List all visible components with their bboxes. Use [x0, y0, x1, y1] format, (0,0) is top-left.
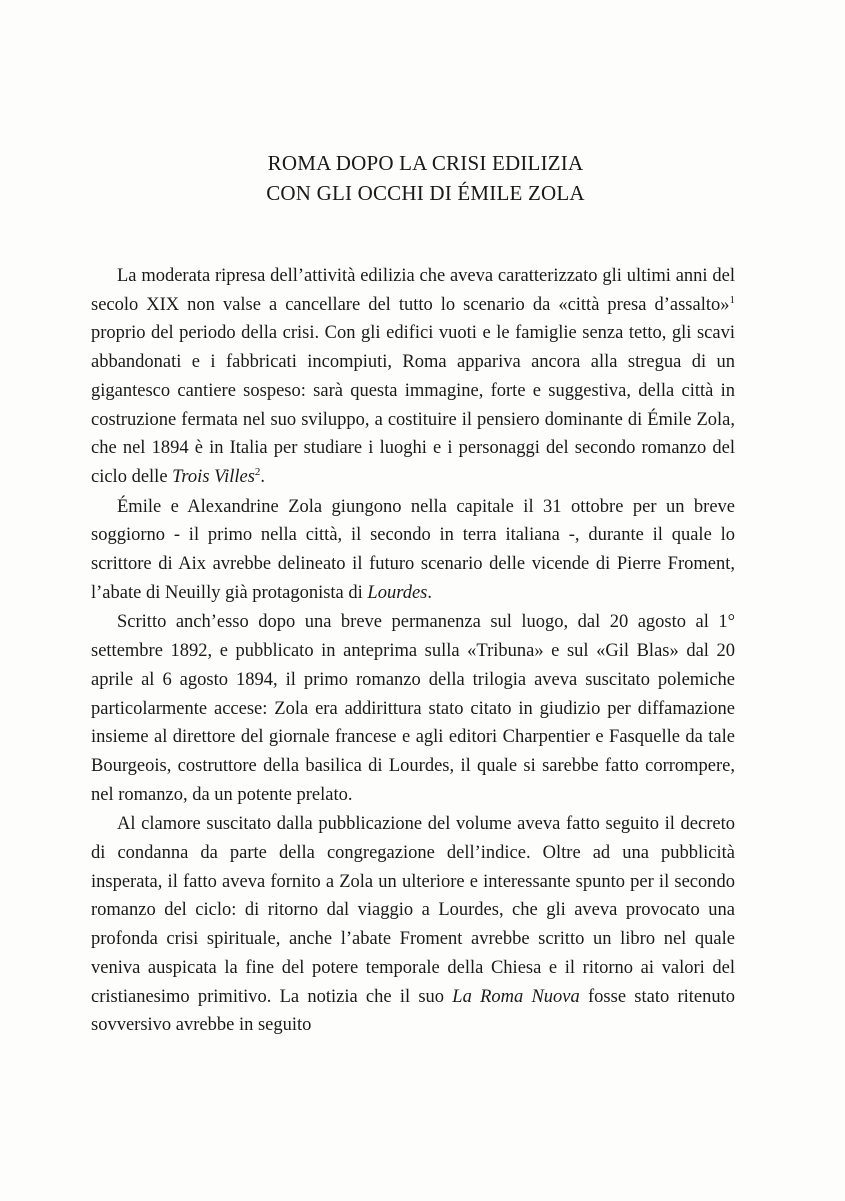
- paragraph-2: [91, 493, 735, 608]
- paragraph-4: [91, 810, 735, 1040]
- book-title-lourdes: Lourdes: [367, 582, 428, 603]
- chapter-title: [0, 148, 845, 208]
- paragraph-3: Scritto anch’esso dopo una breve permanenza sul luogo, dal 20 agosto al 1° settembre 1892, e pubblicato in anteprima sulla «Tribuna» e sul «Gil Blas» dal 20 aprile al 6 agosto 1894, il primo romanzo della trilogia aveva suscitato polemiche particolarmente accese: Zola era addirittura stato citato in giudizio per diffamazione insieme al direttore del giornale francese e agli editori Charpentier e Fasquelle da tale Bourgeois, costruttore della basilica di Lourdes, il quale si sarebbe fatto corrompere, nel romanzo, da un potente prelato.: [91, 612, 735, 805]
- paragraph-1-text-a: La moderata ripresa dell’attività edilizia che aveva caratterizzato gli ultimi anni del secolo XIX non valse a cancellare del tutto lo scenario da «città presa d’assalto»: [91, 266, 735, 315]
- paragraph-4-text-a: Al clamore suscitato dalla pubblicazione del volume aveva fatto seguito il decreto di condanna da parte della congregazione dell’indice. Oltre ad una pubblicità insperata, il fatto aveva fornito a Zola un ulteriore e interessante spunto per il secondo romanzo del ciclo: di ritorno dal viaggio a Lourdes, che gli aveva provocato una profonda crisi spirituale, anche l’abate Froment avrebbe scritto un libro nel quale veniva auspicata la fine del potere temporale della Chiesa e il ritorno ai valori del cristianesimo primitivo. La notizia che il suo: [91, 814, 735, 1007]
- body-text: [91, 262, 735, 1040]
- paragraph-1-text-c: .: [260, 466, 266, 487]
- footnote-ref-1: 1: [729, 293, 735, 306]
- title-line-2: CON GLI OCCHI DI ÉMILE ZOLA: [266, 181, 585, 205]
- paragraph-2-text-b: .: [427, 582, 432, 603]
- footnote-ref-2: 2: [254, 465, 261, 478]
- book-title-trois-villes: Trois Villes: [172, 466, 255, 487]
- paragraph-2-text-a: Émile e Alexandrine Zola giungono nella capitale il 31 ottobre per un breve soggiorno - il primo nella città, il secondo in terra italiana -, durante il quale lo scrittore di Aix avrebbe delineato il futuro scenario delle vicende di Pierre Froment, l’abate di Neuilly già protagonista di: [91, 496, 735, 603]
- paragraph-1-text-b: proprio del periodo della crisi. Con gli edifici vuoti e le famiglie senza tetto, gli scavi abbandonati e i fabbricati incompiuti, Roma appariva ancora alla stregua di un gigantesco cantiere sospeso: sarà questa immagine, forte e suggestiva, della città in costruzione fermata nel suo sviluppo, a costituire il pensiero dominante di Émile Zola, che nel 1894 è in Italia per studiare i luoghi e i personaggi del secondo romanzo del ciclo delle: [91, 323, 735, 487]
- paragraph-4-text-b: fosse stato ritenuto sovversivo avrebbe in seguito: [91, 986, 735, 1036]
- title-line-1: ROMA DOPO LA CRISI EDILIZIA: [267, 151, 584, 175]
- paragraph-1: [91, 262, 735, 492]
- book-title-la-roma-nuova: La Roma Nuova: [452, 986, 580, 1007]
